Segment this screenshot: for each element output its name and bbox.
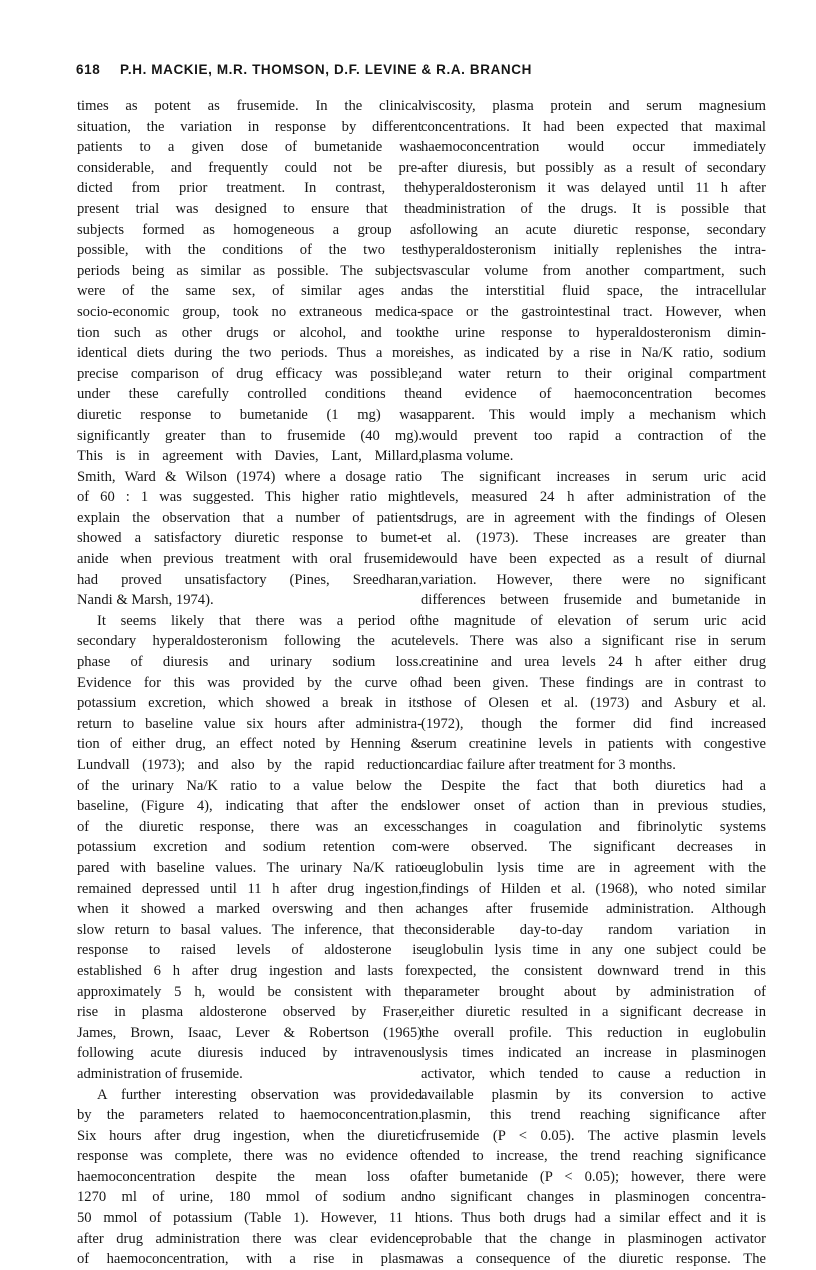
- text-line: euglobulin lysis time in any one subject could be: [421, 942, 766, 959]
- text-line: possible, with the conditions of the two test: [77, 242, 422, 259]
- text-line: pared with baseline values. The urinary Na/K ratio: [77, 859, 422, 876]
- text-line: James, Brown, Isaac, Lever & Robertson (1965): [77, 1024, 422, 1041]
- text-line: following acute diuresis induced by intravenous: [77, 1045, 422, 1062]
- text-line: subjects formed as homogeneous a group as: [77, 221, 422, 238]
- text-line: Evidence for this was provided by the curve of: [77, 674, 422, 691]
- text-line: viscosity, plasma protein and serum magnesium: [421, 98, 766, 114]
- text-line: the urine response to hyperaldosteronism dimin-: [421, 324, 766, 341]
- text-line: tions. Thus both drugs had a similar effect and it is: [421, 1210, 766, 1227]
- text-line: rise in plasma aldosterone observed by Fraser,: [77, 1004, 422, 1021]
- text-line: et al. (1973). These increases are greater than: [421, 530, 766, 547]
- text-line: baseline, (Figure 4), indicating that after the end: [77, 798, 422, 815]
- text-line: explain the observation that a number of patients: [77, 509, 422, 526]
- text-line: no significant changes in plasminogen concentra-: [421, 1189, 766, 1206]
- text-line: concentrations. It had been expected that maximal: [421, 118, 766, 135]
- text-line: changes after frusemide administration. Although: [421, 901, 766, 918]
- text-line: haemoconcentration despite the mean loss of: [77, 1168, 422, 1185]
- text-line: diuretic response to bumetanide (1 mg) was: [77, 406, 422, 423]
- text-line: levels. There was also a significant rise in serum: [421, 633, 766, 650]
- text-line: response was complete, there was no evidence of: [77, 1148, 422, 1165]
- running-header: [76, 62, 756, 82]
- text-line: differences between frusemide and bumetanide in: [421, 592, 766, 609]
- text-line: This is in agreement with Davies, Lant, Millard,: [77, 448, 422, 465]
- text-line: after diuresis, but possibly as a result of secondary: [421, 159, 766, 176]
- text-line: significantly greater than to frusemide (40 mg).: [77, 427, 422, 444]
- text-line: probable that the change in plasminogen activator: [421, 1230, 766, 1247]
- text-line: changes in coagulation and fibrinolytic systems: [421, 818, 766, 835]
- text-line: creatinine and urea levels 24 h after either drug: [421, 654, 766, 671]
- text-line: ishes, as indicated by a rise in Na/K ratio, sodium: [421, 345, 766, 362]
- text-line: Nandi & Marsh, 1974).: [77, 592, 214, 609]
- text-line: variation. However, there were no significant: [421, 571, 766, 588]
- text-line: potassium excretion and sodium retention com-: [77, 839, 422, 856]
- text-line: findings of Hilden et al. (1968), who noted similar: [421, 880, 766, 897]
- text-line: of the urinary Na/K ratio to a value below the: [77, 777, 422, 794]
- text-line: considerable day-to-day random variation in: [421, 921, 766, 938]
- text-line: after drug administration there was clear evidence: [77, 1230, 422, 1247]
- text-line: present trial was designed to ensure that the: [77, 200, 422, 217]
- text-line: response to raised levels of aldosterone is: [77, 942, 422, 959]
- text-line: slower onset of action than in previous studies,: [421, 798, 766, 815]
- text-line: hyperaldosteronism it was delayed until 11 h after: [421, 180, 766, 197]
- text-line: lysis times indicated an increase in plasminogen: [421, 1045, 766, 1062]
- text-line: Lundvall (1973); and also by the rapid reduction: [77, 757, 422, 773]
- text-line: 1270 ml of urine, 180 mmol of sodium and: [77, 1189, 422, 1206]
- text-line: socio-economic group, took no extraneous medica-: [77, 303, 422, 320]
- text-line: considerable, and frequently could not be pre-: [77, 159, 422, 176]
- text-line: cardiac failure after treatment for 3 months.: [421, 757, 676, 773]
- text-line: serum creatinine levels in patients with congestive: [421, 736, 766, 753]
- text-line: after bumetanide (P < 0.05); however, there were: [421, 1168, 766, 1185]
- text-line: drugs, are in agreement with the findings of Olesen: [421, 509, 766, 526]
- left-column: [77, 96, 422, 1270]
- text-line: as the interstitial fluid space, the intracellular: [421, 283, 766, 300]
- text-line: administration of frusemide.: [77, 1065, 243, 1082]
- text-line: apparent. This would imply a mechanism which: [421, 406, 766, 423]
- text-line: dicted from prior treatment. In contrast, the: [77, 180, 422, 197]
- text-line: those of Olesen et al. (1973) and Asbury et al.: [421, 695, 766, 712]
- text-line: secondary hyperaldosteronism following the acute: [77, 633, 422, 650]
- text-line: under these carefully controlled conditions the: [77, 386, 422, 403]
- text-line: hyperaldosteronism initially replenishes the intra-: [421, 242, 766, 259]
- page-number: 618: [76, 62, 101, 77]
- text-line: available plasmin by its conversion to active: [421, 1086, 766, 1103]
- text-line: Smith, Ward & Wilson (1974) where a dosage ratio: [77, 468, 422, 485]
- text-line: of the diuretic response, there was an excess: [77, 818, 422, 835]
- text-line: tended to increase, the trend reaching significance: [421, 1148, 766, 1165]
- text-line: expected, the consistent downward trend in this: [421, 962, 766, 979]
- text-line: of haemoconcentration, with a rise in plasma: [77, 1251, 422, 1268]
- text-line: tion of either drug, an effect noted by Henning &: [77, 736, 422, 753]
- text-line: activator, which tended to cause a reduction in: [421, 1065, 766, 1082]
- text-line: Despite the fact that both diuretics had a: [441, 777, 766, 794]
- text-line: either diuretic resulted in a significant decrease in: [421, 1004, 766, 1021]
- text-line: vascular volume from another compartment, such: [421, 262, 766, 279]
- text-line: had been given. These findings are in contrast to: [421, 674, 766, 691]
- text-line: It seems likely that there was a period of: [97, 612, 422, 629]
- text-line: Six hours after drug ingestion, when the diuretic: [77, 1127, 422, 1144]
- text-line: haemoconcentration would occur immediately: [421, 139, 766, 156]
- text-line: parameter brought about by administration of: [421, 983, 766, 1000]
- text-line: by the parameters related to haemoconcentration.: [77, 1107, 422, 1124]
- text-line: identical diets during the two periods. Thus a more: [77, 345, 422, 362]
- text-line: would prevent too rapid a contraction of the: [421, 427, 766, 444]
- text-line: 50 mmol of potassium (Table 1). However, 11 h: [77, 1210, 422, 1227]
- text-line: The significant increases in serum uric acid: [441, 468, 766, 485]
- text-line: were observed. The significant decreases in: [421, 839, 766, 856]
- text-line: administration of the drugs. It is possible that: [421, 200, 766, 217]
- text-line: potassium excretion, which showed a break in its: [77, 695, 422, 712]
- header-authors: P.H. MACKIE, M.R. THOMSON, D.F. LEVINE & R.A. BRANCH: [120, 62, 532, 77]
- text-line: A further interesting observation was provided: [97, 1086, 422, 1103]
- text-line: were of the same sex, of similar ages and: [77, 283, 422, 300]
- text-line: precise comparison of drug efficacy was possible;: [77, 365, 422, 382]
- text-line: and water return to their original compartment: [421, 365, 766, 382]
- text-line: approximately 5 h, would be consistent with the: [77, 983, 422, 1000]
- text-line: plasma volume.: [421, 448, 514, 465]
- text-line: space or the gastrointestinal tract. However, when: [421, 303, 766, 320]
- text-line: frusemide (P < 0.05). The active plasmin levels: [421, 1127, 766, 1144]
- text-line: was a consequence of the diuretic response. The: [421, 1251, 766, 1268]
- text-line: levels, measured 24 h after administration of the: [421, 489, 766, 506]
- text-line: patients to a given dose of bumetanide was: [77, 139, 422, 156]
- right-column: [421, 96, 766, 1270]
- text-line: the magnitude of elevation of serum uric acid: [421, 612, 766, 629]
- text-line: slow return to basal values. The inference, that the: [77, 921, 422, 938]
- text-line: anide when previous treatment with oral frusemide: [77, 551, 422, 568]
- text-line: the overall profile. This reduction in euglobulin: [421, 1024, 766, 1041]
- text-line: tion such as other drugs or alcohol, and took: [77, 324, 422, 341]
- text-line: phase of diuresis and urinary sodium loss.: [77, 654, 422, 671]
- text-line: times as potent as frusemide. In the clinical: [77, 98, 422, 114]
- text-line: of 60 : 1 was suggested. This higher ratio might: [77, 489, 422, 506]
- text-line: when it showed a marked overswing and then a: [77, 901, 422, 918]
- text-line: had proved unsatisfactory (Pines, Sreedharan,: [77, 571, 422, 588]
- text-line: and evidence of haemoconcentration becomes: [421, 386, 766, 403]
- text-line: established 6 h after drug ingestion and lasts for: [77, 962, 422, 979]
- text-line: return to baseline value six hours after administra-: [77, 715, 422, 732]
- text-line: remained depressed until 11 h after drug ingestion,: [77, 880, 422, 897]
- text-line: would have been expected as a result of diurnal: [421, 551, 766, 568]
- text-line: situation, the variation in response by different: [77, 118, 422, 135]
- text-line: plasmin, this trend reaching significance after: [421, 1107, 766, 1124]
- text-line: showed a satisfactory diuretic response to bumet-: [77, 530, 422, 547]
- text-line: following an acute diuretic response, secondary: [421, 221, 766, 238]
- text-line: periods being as similar as possible. The subjects: [77, 262, 422, 279]
- text-line: euglobulin lysis time are in agreement with the: [421, 859, 766, 876]
- text-line: (1972), though the former did find increased: [421, 715, 766, 732]
